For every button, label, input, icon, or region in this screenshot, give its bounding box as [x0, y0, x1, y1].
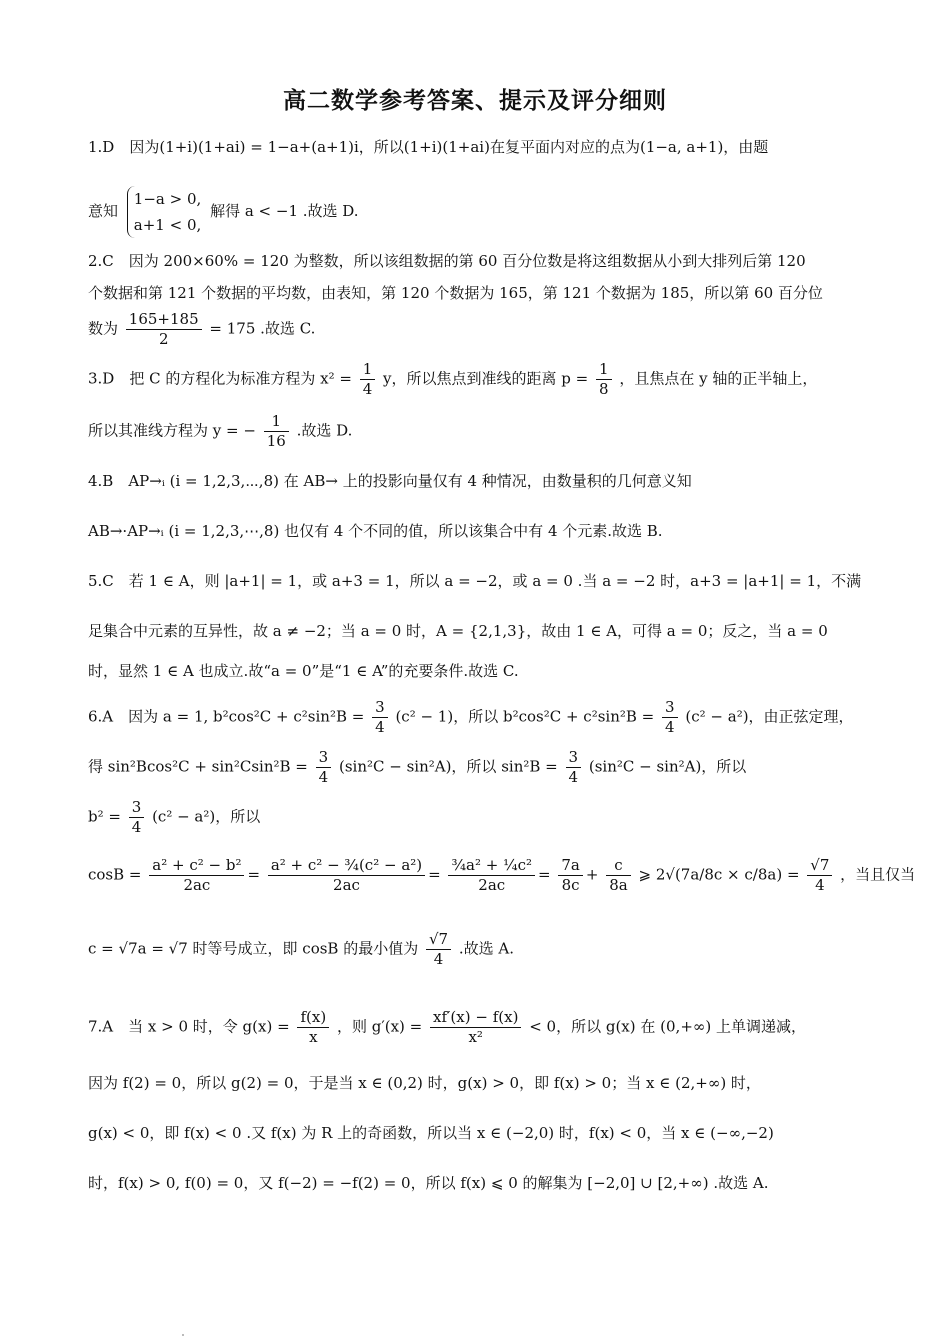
- q7-line-1: [88, 1008, 863, 1047]
- q6-cos-frac-4-num: 7a: [558, 856, 583, 876]
- q6-line-1: [88, 698, 863, 737]
- q6-cos-frac-3: [448, 856, 535, 895]
- q6-cos-frac-2: [268, 856, 425, 895]
- q7-line-1-mid: ，则 g′(x) =: [336, 1017, 423, 1036]
- q2-line-3-pre: 数为: [88, 319, 119, 338]
- q6-line-3-pre: b² =: [88, 807, 121, 826]
- q7-line-1-post: < 0，所以 g(x) 在 (0,+∞) 上单调递减，: [529, 1017, 807, 1036]
- q6-frac-c-den: 4: [318, 768, 329, 786]
- q6-cos-frac-7-num: √7: [807, 856, 832, 876]
- q6-line-1-pre: 6.A 因为 a = 1, b²cos²C + c²sin²B =: [88, 707, 365, 726]
- q3-frac-2-den: 8: [599, 380, 609, 398]
- q7-frac-g-num: f(x): [297, 1008, 329, 1028]
- q6-min-frac-den: 4: [433, 950, 444, 968]
- q3-line-1-pre: 3.D 把 C 的方程化为标准方程为 x² =: [88, 369, 352, 388]
- q6-cos-frac-4-den: 8c: [561, 876, 580, 894]
- q6-line-5-pre: c = √7a = √7 时等号成立，即 cosB 的最小值为: [88, 939, 419, 958]
- q2-frac-den: 2: [158, 330, 169, 348]
- q6-frac-d-num: 3: [566, 748, 582, 768]
- q1-line-2-post: 解得 a < −1 .故选 D.: [210, 202, 359, 220]
- q6-frac-e-num: 3: [129, 798, 145, 818]
- q6-frac-c-num: 3: [316, 748, 332, 768]
- q6-cos-frac-1: [149, 856, 244, 895]
- q3-frac-1-num: 1: [360, 360, 376, 380]
- q6-line-2-mid: (sin²C − sin²A)，所以 sin²B =: [338, 757, 558, 776]
- q6-line-3: [88, 798, 863, 837]
- q3-line-2-post: .故选 D.: [296, 421, 353, 440]
- q6-cos-frac-7-den: 4: [815, 876, 825, 894]
- q1-line-1: 1.D 因为(1+i)(1+ai) = 1−a+(a+1)i，所以(1+i)(1+ai)在复平面内对应的点为(1−a, a+1)，由题: [88, 138, 769, 156]
- q6-min-frac-num: √7: [426, 930, 451, 950]
- q5-line-1: 5.C 若 1 ∈ A，则 |a+1| = 1，或 a+3 = 1，所以 a = −2，或 a = 0 .当 a = −2 时，a+3 = |a+1| = 1，不满: [88, 572, 862, 590]
- q7-frac-gp-num: xf′(x) − f(x): [430, 1008, 521, 1028]
- q6-line-2: [88, 748, 863, 787]
- q7-line-3: g(x) < 0，即 f(x) < 0 .又 f(x) 为 R 上的奇函数，所以当 x ∈ (−2,0) 时，f(x) < 0，当 x ∈ (−∞,−2): [88, 1124, 774, 1142]
- q6-frac-d-den: 4: [568, 768, 579, 786]
- q5-line-2: 足集合中元素的互异性，故 a ≠ −2；当 a = 0 时，A = {2,1,3}，故由 1 ∈ A，可得 a = 0；反之，当 a = 0: [88, 622, 828, 640]
- q6-frac-b-den: 4: [665, 718, 675, 736]
- q7-line-4: 时，f(x) > 0, f(0) = 0，又 f(−2) = −f(2) = 0，所以 f(x) ⩽ 0 的解集为 [−2,0] ∪ [2,+∞) .故选 A.: [88, 1174, 769, 1192]
- q3-line-2: [88, 412, 863, 451]
- q3-line-2-pre: 所以其准线方程为 y = −: [88, 421, 256, 440]
- q6-cos-ineq: ⩾ 2√(7a/8c × c/8a): [638, 865, 783, 884]
- q4-line-2: AB→·AP→ᵢ (i = 1,2,3,⋯,8) 也仅有 4 个不同的值，所以该集合中有 4 个元素.故选 B.: [88, 522, 663, 540]
- q2-line-3: [88, 310, 863, 349]
- q7-frac-g-den: x: [309, 1028, 318, 1046]
- q2-line-2: 个数据和第 121 个数据的平均数，由表知，第 120 个数据为 165，第 121 个数据为 185，所以第 60 百分位: [88, 284, 823, 302]
- q6-cos-frac-2-num: a² + c² − ¾(c² − a²): [268, 856, 425, 876]
- q3-line-1-post: ，且焦点在 y 轴的正半轴上，: [619, 369, 818, 388]
- q6-cos-frac-5: [606, 856, 631, 895]
- q3-frac-3: [264, 412, 289, 451]
- q6-frac-d: [566, 748, 582, 787]
- q3-frac-1-den: 4: [362, 380, 373, 398]
- q1-ineq-b: a+1 < 0,: [133, 216, 202, 234]
- q6-frac-a-num: 3: [372, 698, 388, 718]
- q3-line-1: [88, 360, 863, 399]
- q6-cos-frac-2-den: 2ac: [333, 876, 360, 894]
- q5-line-3: 时，显然 1 ∈ A 也成立.故“a = 0”是“1 ∈ A”的充要条件.故选 C.: [88, 662, 519, 680]
- q6-cos-frac-4: [558, 856, 583, 895]
- q2-frac-num: 165+185: [126, 310, 202, 330]
- q3-frac-2: [596, 360, 612, 399]
- q6-cos-post: ，当且仅当: [840, 865, 916, 884]
- q6-cos-frac-7: [807, 856, 832, 895]
- q7-line-2: 因为 f(2) = 0，所以 g(2) = 0，于是当 x ∈ (0,2) 时，g(x) > 0，即 f(x) > 0；当 x ∈ (2,+∞) 时，: [88, 1074, 761, 1092]
- page-title: 高二数学参考答案、提示及评分细则: [283, 88, 667, 114]
- q6-cos-frac-1-num: a² + c² − b²: [149, 856, 244, 876]
- q3-frac-3-den: 16: [266, 432, 286, 450]
- q4-line-1: 4.B AP→ᵢ (i = 1,2,3,⋯,8) 在 AB→ 上的投影向量仅有 4 种情况，由数量积的几何意义知: [88, 472, 692, 490]
- q1-ineq-a: 1−a > 0,: [133, 190, 202, 208]
- q6-cos-frac-5-num: c: [606, 856, 631, 876]
- q3-frac-3-num: 1: [264, 412, 289, 432]
- q3-frac-2-num: 1: [596, 360, 612, 380]
- q3-line-1-mid: y，所以焦点到准线的距离 p =: [383, 369, 589, 388]
- q6-frac-e: [129, 798, 145, 837]
- q6-line-2-post: (sin²C − sin²A)，所以: [588, 757, 747, 776]
- q6-cos-frac-3-den: 2ac: [478, 876, 506, 894]
- q1-inequality-system: [127, 186, 201, 238]
- q7-line-1-pre: 7.A 当 x > 0 时，令 g(x) =: [88, 1017, 290, 1036]
- q6-line-5-post: .故选 A.: [458, 939, 515, 958]
- q6-frac-a: [372, 698, 388, 737]
- q7-frac-gp: [430, 1008, 521, 1047]
- q6-line-1-mid: (c² − 1)，所以 b²cos²C + c²sin²B =: [395, 707, 655, 726]
- q6-frac-e-den: 4: [131, 818, 142, 836]
- q6-cos-frac-3-num: ¾a² + ¼c²: [448, 856, 535, 876]
- q6-cos-lhs: cosB =: [88, 865, 142, 884]
- q6-line-3-post: (c² − a²)，所以: [152, 807, 261, 826]
- q6-frac-c: [316, 748, 332, 787]
- q6-frac-b: [662, 698, 678, 737]
- q6-frac-a-den: 4: [375, 718, 385, 736]
- q2-fraction: [126, 310, 202, 349]
- q6-min-frac: [426, 930, 451, 969]
- footer-dot: [182, 1334, 184, 1336]
- q2-line-1: 2.C 因为 200×60% = 120 为整数，所以该组数据的第 60 百分位数是将这组数据从小到大排列后第 120: [88, 252, 806, 270]
- q6-frac-b-num: 3: [662, 698, 678, 718]
- q6-cos-frac-1-den: 2ac: [183, 876, 211, 894]
- q7-frac-gp-den: x²: [468, 1028, 483, 1046]
- q2-line-3-post: = 175 .故选 C.: [209, 319, 316, 338]
- q3-frac-1: [360, 360, 376, 399]
- q1-line-2-pre: 意知: [88, 202, 119, 220]
- q6-cos-line: cosB = $\frac{\text{a² + c² − b²}}{2ac}$ = $\frac{\text{a² + c² − ¾(c² − a²)}}{2ac}$ = $\frac{\text{¾a² + ¼c²}}{2ac}$ = $\frac{7a}{8c}$ + $\frac{c}{8a}$ ⩾ 2√(7a/8c × c/8a) = $\frac{√7}{4}$ ，当且仅当: [88, 856, 916, 894]
- q7-frac-g: [297, 1008, 329, 1047]
- q6-line-1-post: (c² − a²)，由正弦定理，: [685, 707, 854, 726]
- q6-line-2-pre: 得 sin²Bcos²C + sin²Csin²B =: [88, 757, 308, 776]
- q6-line-5: [88, 930, 863, 969]
- q6-cos-frac-5-den: 8a: [609, 876, 628, 894]
- q1-line-2: [88, 186, 863, 238]
